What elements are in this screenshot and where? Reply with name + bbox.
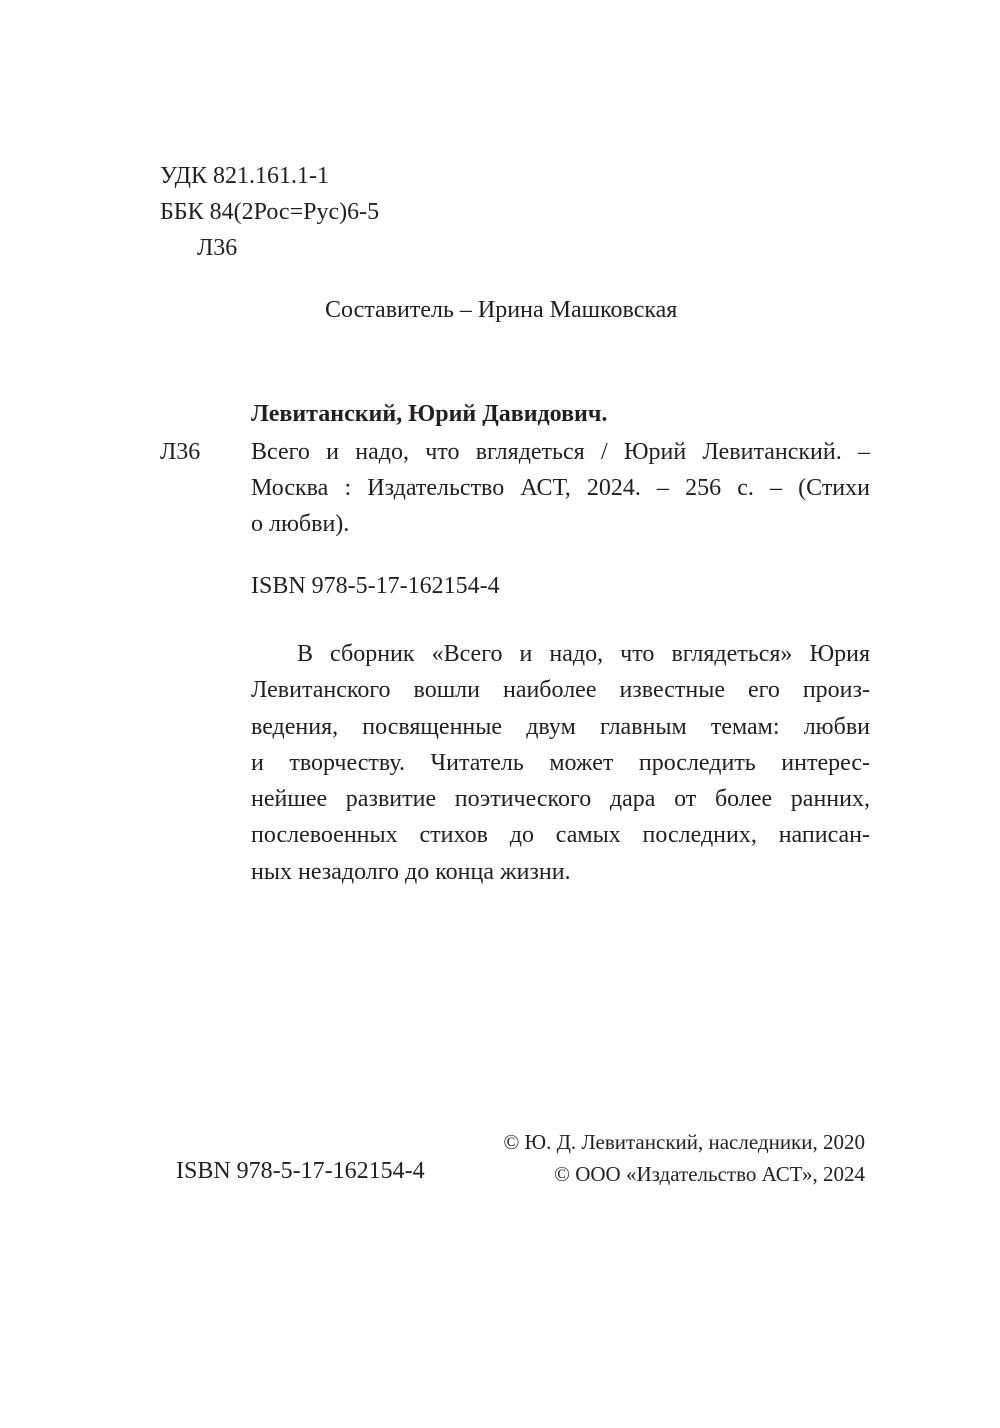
bbk-code: ББК 84(2Рос=Рус)6-5 — [160, 199, 380, 225]
description-line: Всего и надо, что вглядеться / Юрий Левитанский. – — [251, 439, 870, 465]
description-line: о любви). — [251, 511, 350, 537]
udk-code: УДК 821.161.1-1 — [160, 163, 329, 189]
record-isbn: ISBN 978-5-17-162154-4 — [251, 573, 500, 599]
annotation-line: Левитанского вошли наиболее известные его произ- — [251, 677, 870, 704]
copyright-publisher: © ООО «Издательство АСТ», 2024 — [554, 1162, 865, 1186]
annotation — [251, 636, 870, 890]
author-sign-code: Л36 — [197, 235, 238, 261]
annotation-line: В сборник «Всего и надо, что вглядеться» Юрия — [297, 641, 870, 667]
compiler-credit: Составитель – Ирина Машковская — [325, 297, 678, 323]
bibliographic-description — [251, 434, 870, 542]
author-heading: Левитанский, Юрий Давидович. — [251, 401, 608, 427]
annotation-line: ведения, посвященные двум главным темам: любви — [251, 713, 870, 740]
record-author-sign-code: Л36 — [160, 439, 201, 465]
copyright-author: © Ю. Д. Левитанский, наследники, 2020 — [503, 1130, 865, 1154]
annotation-line: и творчеству. Читатель может проследить интерес- — [251, 749, 870, 776]
footer-isbn: ISBN 978-5-17-162154-4 — [176, 1158, 425, 1184]
annotation-line: ных незадолго до конца жизни. — [251, 858, 571, 885]
annotation-line: нейшее развитие поэтического дара от более ранних, — [251, 786, 870, 813]
description-line: Москва : Издательство АСТ, 2024. – 256 с. – (Стихи — [251, 475, 870, 501]
annotation-line: послевоенных стихов до самых последних, написан- — [251, 822, 870, 849]
